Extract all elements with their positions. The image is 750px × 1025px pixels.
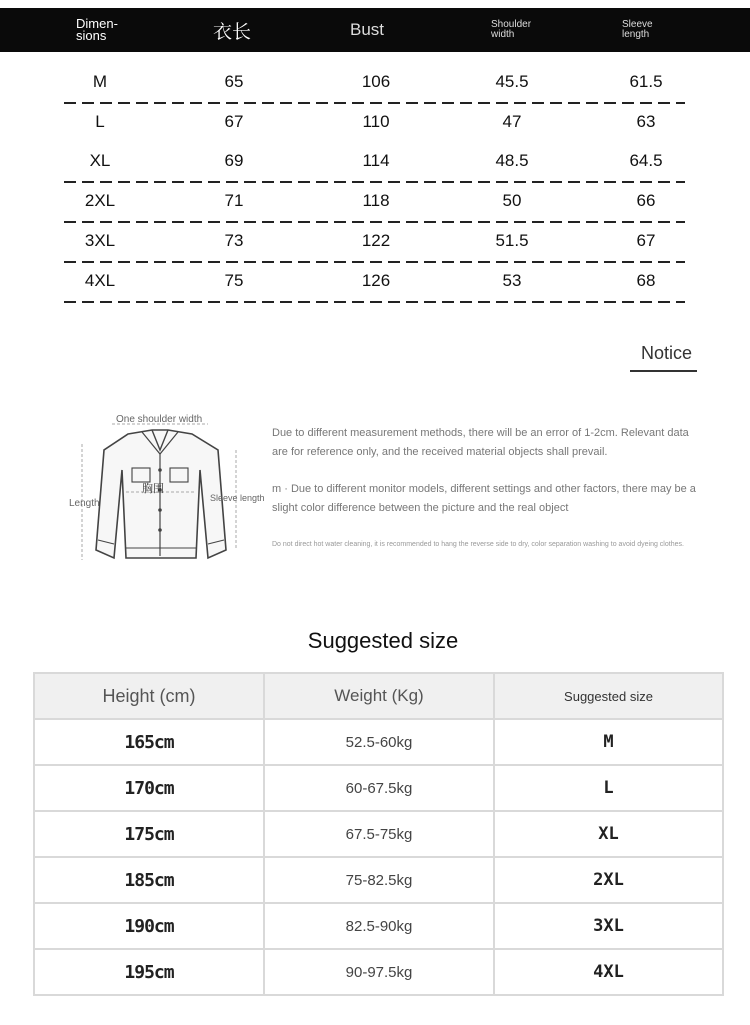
size-cell: L [494,765,723,811]
size-cell: 2XL [84,191,116,210]
table-row [34,903,723,949]
jacket-diagram [68,410,278,570]
size-cell: XL [89,151,111,170]
table-row [34,765,723,811]
header-height: Height (cm) [34,673,264,719]
size-row [64,143,685,183]
weight-cell: 60-67.5kg [264,765,494,811]
shoulder-cell: 50 [502,191,522,210]
weight-cell: 52.5-60kg [264,719,494,765]
label-shoulder-width: One shoulder width [116,414,203,425]
size-cell: 3XL [494,903,723,949]
weight-cell: 82.5-90kg [264,903,494,949]
bust-cell: 106 [361,72,391,91]
size-row [64,183,685,223]
table-row [34,857,723,903]
size-row [64,104,685,144]
size-row [64,263,685,303]
suggested-size-table [33,672,724,996]
notice-title: Notice [641,343,693,363]
notice-text-measurement: Due to different measurement methods, there will be an error of 1-2cm. Relevant data are for reference only, and the received material objects shall prevail. [272,427,689,458]
header-sleeve-length: Sleeve length [622,19,653,40]
height-cell: 165cm [34,719,264,765]
label-chest: 胸围 [142,482,164,495]
header-suggested-size: Suggested size [494,673,723,719]
dashed-divider [64,301,685,303]
size-cell: 2XL [494,857,723,903]
size-cell: 4XL [84,271,116,290]
sleeve-cell: 67 [636,231,656,250]
sleeve-cell: 63 [636,112,656,131]
label-length: Length [69,498,100,509]
table-row [34,949,723,995]
label-sleeve-length: Sleeve length [210,493,265,503]
height-cell: 195cm [34,949,264,995]
sleeve-cell: 64.5 [629,151,663,170]
notice-underline [630,370,697,372]
size-cell: L [95,112,105,131]
size-cell: M [92,72,108,91]
bust-cell: 114 [362,151,390,170]
table-header-row [34,673,723,719]
jacket-outline-icon [68,410,278,570]
header-weight: Weight (Kg) [264,673,494,719]
height-cell: 170cm [34,765,264,811]
header-bust: Bust [350,20,385,39]
height-cell: 185cm [34,857,264,903]
length-cell: 73 [224,231,244,250]
height-cell: 175cm [34,811,264,857]
shoulder-cell: 51.5 [495,231,529,250]
header-dimensions: Dimen- sions [76,16,118,43]
size-cell: 3XL [84,231,116,250]
size-cell: M [494,719,723,765]
size-row [64,223,685,263]
shoulder-cell: 48.5 [495,151,529,170]
bust-cell: 126 [361,271,391,290]
sleeve-cell: 66 [636,191,656,210]
size-row [64,64,685,104]
length-cell: 71 [224,191,244,210]
length-cell: 67 [224,112,244,131]
weight-cell: 90-97.5kg [264,949,494,995]
size-chart-header [0,8,750,52]
length-cell: 75 [224,271,244,290]
bust-cell: 122 [361,231,391,250]
shoulder-cell: 45.5 [495,72,529,91]
shoulder-cell: 53 [502,271,522,290]
length-cell: 69 [224,151,244,170]
header-length: 衣长 [213,20,252,43]
table-row [34,719,723,765]
table-row [34,811,723,857]
length-cell: 65 [224,72,244,91]
notice-text-color: m · Due to different monitor models, different settings and other factors, there may be a slight color difference between the picture and the real object [272,483,696,514]
header-shoulder-width: Shoulder width [491,19,532,40]
weight-cell: 67.5-75kg [264,811,494,857]
size-cell: 4XL [494,949,723,995]
weight-cell: 75-82.5kg [264,857,494,903]
shoulder-cell: 47 [502,112,522,131]
bust-cell: 118 [362,191,390,210]
sleeve-cell: 68 [636,271,656,290]
suggested-size-title: Suggested size [307,628,459,653]
height-cell: 190cm [34,903,264,949]
notice-text-washing: Do not direct hot water cleaning, it is recommended to hang the reverse side to dry, color separation washing to avoid dyeing clothes. [272,541,684,548]
size-cell: XL [494,811,723,857]
sleeve-cell: 61.5 [629,72,663,91]
bust-cell: 110 [362,112,390,131]
